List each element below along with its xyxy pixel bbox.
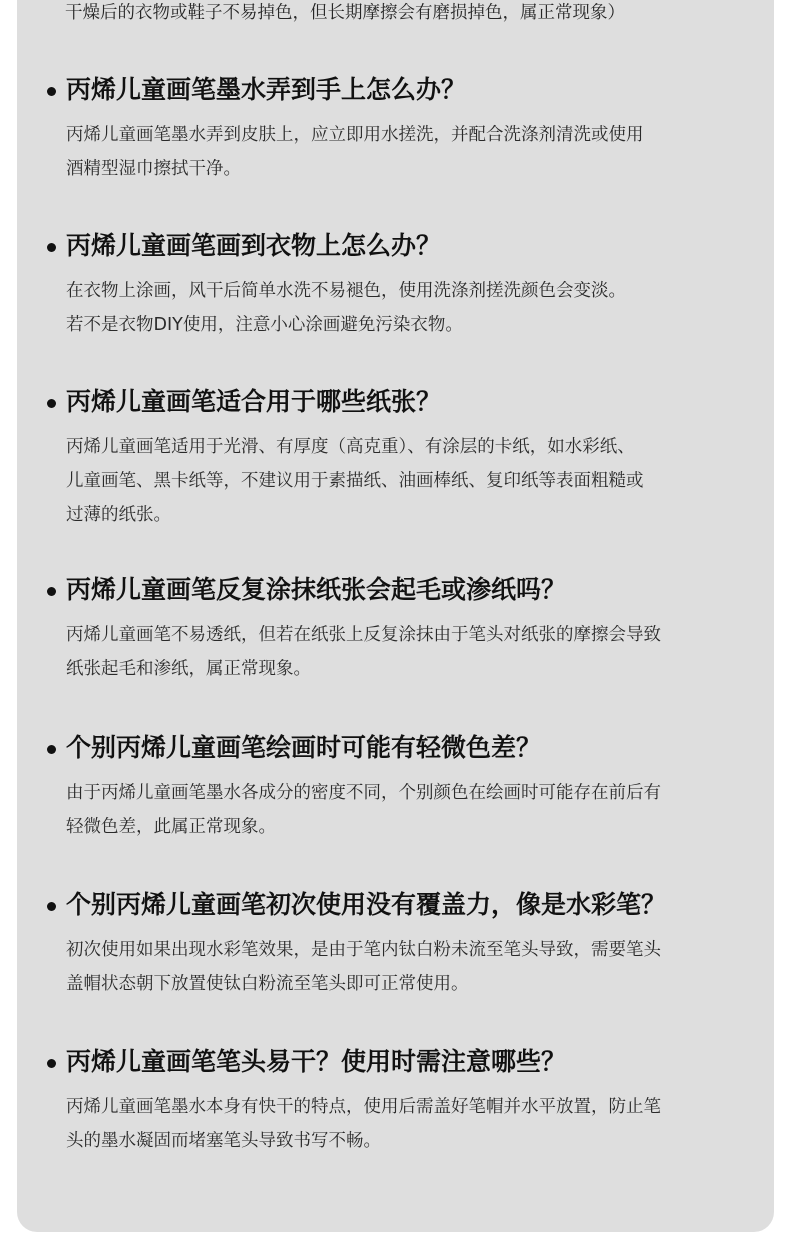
bullet-icon — [47, 87, 56, 96]
faq-question: 丙烯儿童画笔画到衣物上怎么办？ — [66, 231, 442, 260]
faq-item-ink-on-clothes — [44, 228, 764, 342]
faq-answer — [66, 933, 764, 1001]
faq-answer — [66, 118, 764, 186]
answer-line: 丙烯儿童画笔不易透纸，但若在纸张上反复涂抹由于笔头对纸张的摩擦会导致 — [66, 625, 661, 645]
answer-line: 酒精型湿巾擦拭干净。 — [66, 159, 241, 179]
faq-question: 丙烯儿童画笔反复涂抹纸张会起毛或渗纸吗？ — [66, 575, 567, 604]
faq-item-color-difference — [44, 730, 764, 844]
faq-question: 个别丙烯儿童画笔绘画时可能有轻微色差？ — [66, 733, 542, 762]
answer-line: 纸张起毛和渗纸，属正常现象。 — [66, 659, 311, 679]
bullet-icon — [47, 243, 56, 252]
faq-question: 个别丙烯儿童画笔初次使用没有覆盖力，像是水彩笔？ — [66, 890, 667, 919]
answer-line: 轻微色差，此属正常现象。 — [66, 817, 276, 837]
bullet-icon — [47, 745, 56, 754]
bullet-icon — [47, 399, 56, 408]
faq-answer — [66, 274, 764, 342]
answer-line: 初次使用如果出现水彩笔效果，是由于笔内钛白粉未流至笔头导致，需要笔头 — [66, 940, 661, 960]
faq-answer — [66, 430, 764, 532]
answer-line: 丙烯儿童画笔墨水弄到皮肤上，应立即用水搓洗，并配合洗涤剂清洗或使用 — [66, 125, 644, 145]
faq-question: 丙烯儿童画笔笔头易干？使用时需注意哪些？ — [66, 1047, 567, 1076]
faq-answer — [66, 618, 764, 686]
answer-line: 盖帽状态朝下放置使钛白粉流至笔头即可正常使用。 — [66, 974, 469, 994]
faq-item-ink-on-hands — [44, 72, 764, 186]
bullet-icon — [47, 587, 56, 596]
answer-line: 丙烯儿童画笔墨水本身有快干的特点，使用后需盖好笔帽并水平放置，防止笔 — [66, 1097, 661, 1117]
answer-line: 儿童画笔、黑卡纸等，不建议用于素描纸、油画棒纸、复印纸等表面粗糙或 — [66, 471, 644, 491]
faq-item-suitable-paper — [44, 384, 764, 532]
intro-tail-text: 干燥后的衣物或鞋子不易掉色，但长期摩擦会有磨损掉色，属正常现象） — [65, 3, 625, 23]
faq-item-tip-dries — [44, 1044, 764, 1158]
answer-line: 在衣物上涂画，风干后简单水洗不易褪色，使用洗涤剂搓洗颜色会变淡。 — [66, 281, 626, 301]
faq-question: 丙烯儿童画笔墨水弄到手上怎么办？ — [66, 75, 467, 104]
bullet-icon — [47, 902, 56, 911]
answer-line: 丙烯儿童画笔适用于光滑、有厚度（高克重）、有涂层的卡纸，如水彩纸、 — [66, 437, 635, 457]
answer-line: 过薄的纸张。 — [66, 505, 171, 525]
faq-answer — [66, 776, 764, 844]
answer-line: 头的墨水凝固而堵塞笔头导致书写不畅。 — [66, 1131, 381, 1151]
faq-answer — [66, 1090, 764, 1158]
faq-item-paper-pilling — [44, 572, 764, 686]
answer-line: 由于丙烯儿童画笔墨水各成分的密度不同，个别颜色在绘画时可能存在前后有 — [66, 783, 661, 803]
bullet-icon — [47, 1059, 56, 1068]
faq-item-no-coverage — [44, 887, 764, 1001]
answer-line: 若不是衣物DIY使用，注意小心涂画避免污染衣物。 — [66, 315, 463, 335]
faq-question: 丙烯儿童画笔适合用于哪些纸张？ — [66, 387, 442, 416]
